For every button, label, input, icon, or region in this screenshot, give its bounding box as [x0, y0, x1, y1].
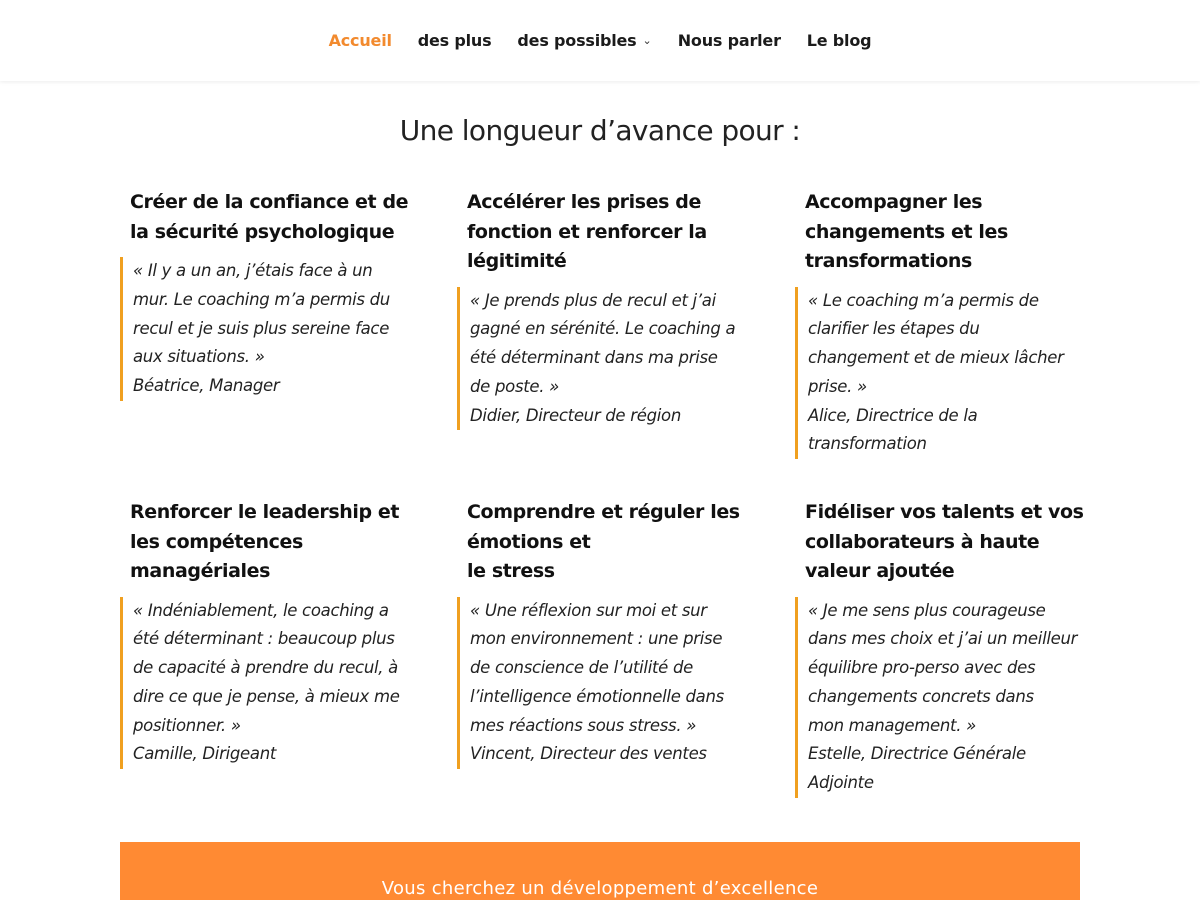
card-title	[795, 188, 1085, 277]
quote-line: aux situations. »	[133, 347, 265, 367]
quote-line: l’intelligence émotionnelle dans	[470, 686, 724, 706]
card-title-line: Comprendre et réguler les	[467, 501, 740, 523]
quote-line: « Je prends plus de recul et j’ai	[470, 290, 716, 310]
nav-item-des-possibles	[517, 31, 651, 50]
benefit-card-talents	[795, 498, 1085, 798]
quote-author: Alice, Directrice de la	[808, 405, 978, 425]
quote-line: « Le coaching m’a permis de	[808, 290, 1039, 310]
quote-line: gagné en sérénité. Le coaching a	[470, 319, 736, 339]
card-title	[120, 498, 410, 587]
card-title-line: Accompagner les	[805, 191, 983, 213]
card-title-line: changements et les	[805, 220, 1008, 243]
quote-line: dans mes choix et j’ai un meilleur	[808, 629, 1078, 649]
nav-menu	[316, 0, 885, 81]
quote-line: « Il y a un an, j’étais face à un	[133, 261, 373, 280]
nav-link-le-blog[interactable]: Le blog	[806, 31, 872, 50]
quote-line: mur. Le coaching m’a permis du	[133, 289, 390, 309]
card-title-line: valeur ajoutée	[805, 560, 955, 582]
card-title-line: transformations	[805, 250, 972, 272]
card-title-line: Fidéliser vos talents et vos	[805, 501, 1084, 523]
quote-line: recul et je suis plus sereine face	[133, 318, 390, 338]
nav-item-le-blog	[807, 31, 872, 50]
benefit-card-prise-de-fonction	[457, 188, 747, 430]
benefit-card-transformations	[795, 188, 1085, 459]
nav-link-accueil[interactable]: Accueil	[328, 31, 392, 50]
quote-line: dire ce que je pense, à mieux me	[133, 686, 400, 706]
card-title-line: émotions et	[467, 530, 591, 553]
quote-line: mon management. »	[808, 715, 976, 735]
quote-line: mon environnement : une prise	[470, 629, 723, 649]
card-title-line: la sécurité psychologique	[130, 220, 395, 243]
quote-line: changement et de mieux lâcher	[808, 348, 1064, 368]
quote-line: mes réactions sous stress. »	[470, 715, 697, 735]
nav-item-nous-parler	[678, 31, 781, 50]
quote-line: été déterminant : beaucoup plus	[133, 629, 395, 649]
card-title-line: managériales	[130, 560, 271, 582]
quote-line: « Une réflexion sur moi et sur	[470, 600, 707, 620]
testimonial-quote	[120, 597, 410, 770]
nav-link-nous-parler[interactable]: Nous parler	[677, 31, 781, 50]
testimonial-quote	[795, 597, 1085, 799]
card-title-line: les compétences	[130, 530, 303, 553]
quote-author: Adjointe	[808, 773, 874, 793]
section-headline: Une longueur d’avance pour :	[399, 114, 801, 147]
top-navigation	[0, 0, 1200, 81]
card-title-line: Créer de la confiance et de	[130, 191, 409, 213]
benefit-card-emotions	[457, 498, 747, 769]
testimonial-quote	[457, 287, 747, 431]
quote-author: transformation	[808, 434, 927, 454]
testimonial-quote	[457, 597, 747, 770]
card-title	[457, 188, 747, 277]
testimonial-quote	[795, 287, 1085, 460]
cta-banner-text: Vous cherchez un développement d’excellence	[381, 878, 819, 899]
card-title-line: Accélérer les prises de	[467, 191, 701, 213]
card-title-line: collaborateurs à haute	[805, 530, 1040, 553]
card-title	[795, 498, 1085, 587]
card-title-line: fonction et renforcer la	[467, 220, 707, 243]
quote-author: Estelle, Directrice Générale	[808, 744, 1026, 764]
quote-line: « Je me sens plus courageuse	[808, 600, 1046, 620]
cta-banner	[120, 842, 1080, 900]
card-title-line: légitimité	[467, 250, 567, 272]
card-title	[457, 498, 747, 587]
quote-line: de poste. »	[470, 376, 560, 396]
benefit-card-leadership	[120, 498, 410, 769]
nav-link-des-possibles[interactable]: des possibles	[517, 31, 637, 50]
testimonial-quote	[120, 257, 410, 401]
nav-item-des-plus	[418, 31, 492, 50]
quote-line: été déterminant dans ma prise	[470, 348, 718, 368]
quote-line: prise. »	[808, 376, 867, 396]
chevron-down-icon[interactable]: ⌄	[642, 35, 652, 47]
quote-author: Béatrice, Manager	[133, 376, 280, 396]
quote-line: changements concrets dans	[808, 686, 1034, 706]
quote-line: positionner. »	[133, 715, 241, 735]
quote-line: clarifier les étapes du	[808, 319, 980, 339]
quote-line: de capacité à prendre du recul, à	[133, 658, 398, 678]
quote-author: Vincent, Directeur des ventes	[470, 744, 707, 764]
quote-line: équilibre pro-perso avec des	[808, 658, 1036, 678]
card-title-line: Renforcer le leadership et	[130, 501, 400, 523]
card-title	[120, 188, 410, 247]
benefit-card-confiance	[120, 188, 410, 401]
card-title-line: le stress	[467, 560, 555, 582]
nav-item-accueil	[329, 31, 392, 50]
nav-link-des-plus[interactable]: des plus	[417, 31, 492, 50]
quote-author: Camille, Dirigeant	[133, 744, 277, 764]
quote-line: « Indéniablement, le coaching a	[133, 600, 389, 620]
quote-author: Didier, Directeur de région	[470, 405, 681, 425]
quote-line: de conscience de l’utilité de	[470, 658, 693, 678]
